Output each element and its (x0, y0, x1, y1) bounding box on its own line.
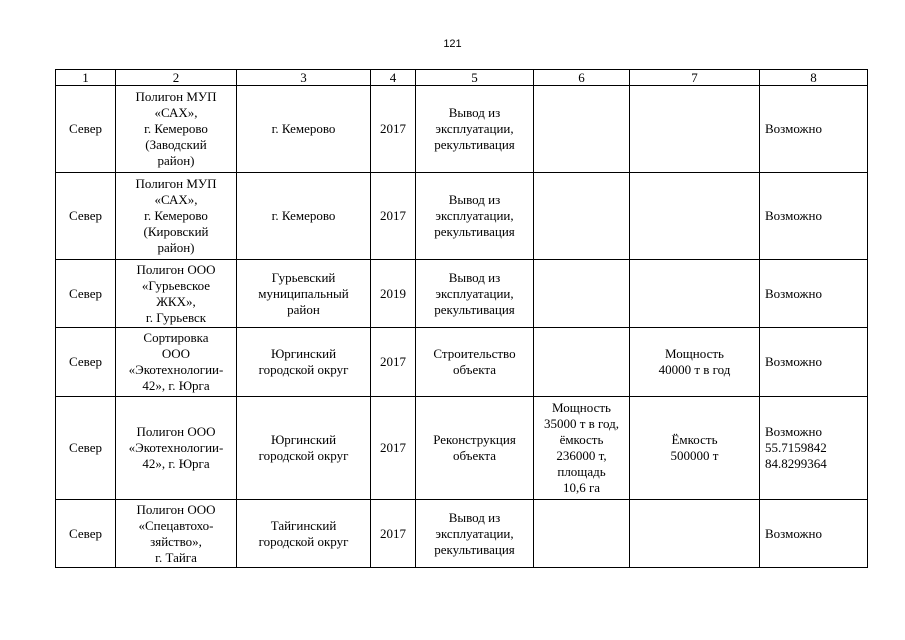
table-cell: Тайгинский городской округ (237, 500, 371, 568)
table-cell: Полигон МУП «САХ», г. Кемерово (Кировский район) (116, 173, 237, 260)
table-cell: 2017 (371, 86, 416, 173)
table-cell (534, 173, 630, 260)
table-cell: Север (56, 328, 116, 397)
table-cell: Вывод из эксплуатации, рекультивация (416, 86, 534, 173)
table-cell: Мощность 35000 т в год, ёмкость 236000 т, площадь 10,6 га (534, 397, 630, 500)
data-table (55, 69, 868, 568)
table-cell: Север (56, 500, 116, 568)
table-cell: Возможно (760, 328, 868, 397)
table-cell: Вывод из эксплуатации, рекультивация (416, 173, 534, 260)
table-row (56, 500, 868, 568)
table-cell (534, 328, 630, 397)
table-cell: Полигон ООО «Гурьевское ЖКХ», г. Гурьевск (116, 260, 237, 328)
table-cell: Вывод из эксплуатации, рекультивация (416, 500, 534, 568)
table-cell (630, 86, 760, 173)
table-row (56, 260, 868, 328)
table-cell (630, 173, 760, 260)
table-cell: Север (56, 173, 116, 260)
table-cell: Возможно (760, 86, 868, 173)
table-cell: Север (56, 260, 116, 328)
column-header: 2 (116, 70, 237, 86)
table-cell: Вывод из эксплуатации, рекультивация (416, 260, 534, 328)
table-row (56, 86, 868, 173)
table-cell (534, 500, 630, 568)
column-header: 5 (416, 70, 534, 86)
table-cell: Возможно (760, 173, 868, 260)
column-header: 8 (760, 70, 868, 86)
column-header: 6 (534, 70, 630, 86)
table-cell: Реконструкция объекта (416, 397, 534, 500)
table-row (56, 328, 868, 397)
table-cell: Полигон МУП «САХ», г. Кемерово (Заводский район) (116, 86, 237, 173)
table-cell: Сортировка ООО «Экотехнологии- 42», г. Юрга (116, 328, 237, 397)
table-cell: Возможно (760, 260, 868, 328)
column-header: 7 (630, 70, 760, 86)
table-cell: Юргинский городской округ (237, 328, 371, 397)
table-cell: Гурьевский муниципальный район (237, 260, 371, 328)
header-row (56, 70, 868, 86)
table-cell: 2017 (371, 500, 416, 568)
table-cell: Мощность 40000 т в год (630, 328, 760, 397)
table-cell: Возможно (760, 500, 868, 568)
table-cell (630, 500, 760, 568)
table-cell: Ёмкость 500000 т (630, 397, 760, 500)
table-cell: Север (56, 397, 116, 500)
page-number: 121 (443, 38, 462, 50)
table-cell: 2017 (371, 328, 416, 397)
column-header: 1 (56, 70, 116, 86)
column-header: 3 (237, 70, 371, 86)
table-row (56, 173, 868, 260)
table-cell: 2017 (371, 173, 416, 260)
table-cell: Полигон ООО «Спецавтохо- зяйство», г. Тайга (116, 500, 237, 568)
table-row (56, 397, 868, 500)
table-cell (534, 260, 630, 328)
table-cell: г. Кемерово (237, 173, 371, 260)
table-cell (630, 260, 760, 328)
table-cell (534, 86, 630, 173)
table-cell: Возможно 55.7159842 84.8299364 (760, 397, 868, 500)
table-cell: Полигон ООО «Экотехнологии- 42», г. Юрга (116, 397, 237, 500)
table-cell: Строительство объекта (416, 328, 534, 397)
table-cell: Юргинский городской округ (237, 397, 371, 500)
column-header: 4 (371, 70, 416, 86)
table-cell: г. Кемерово (237, 86, 371, 173)
table-cell: 2017 (371, 397, 416, 500)
table-cell: 2019 (371, 260, 416, 328)
table-cell: Север (56, 86, 116, 173)
